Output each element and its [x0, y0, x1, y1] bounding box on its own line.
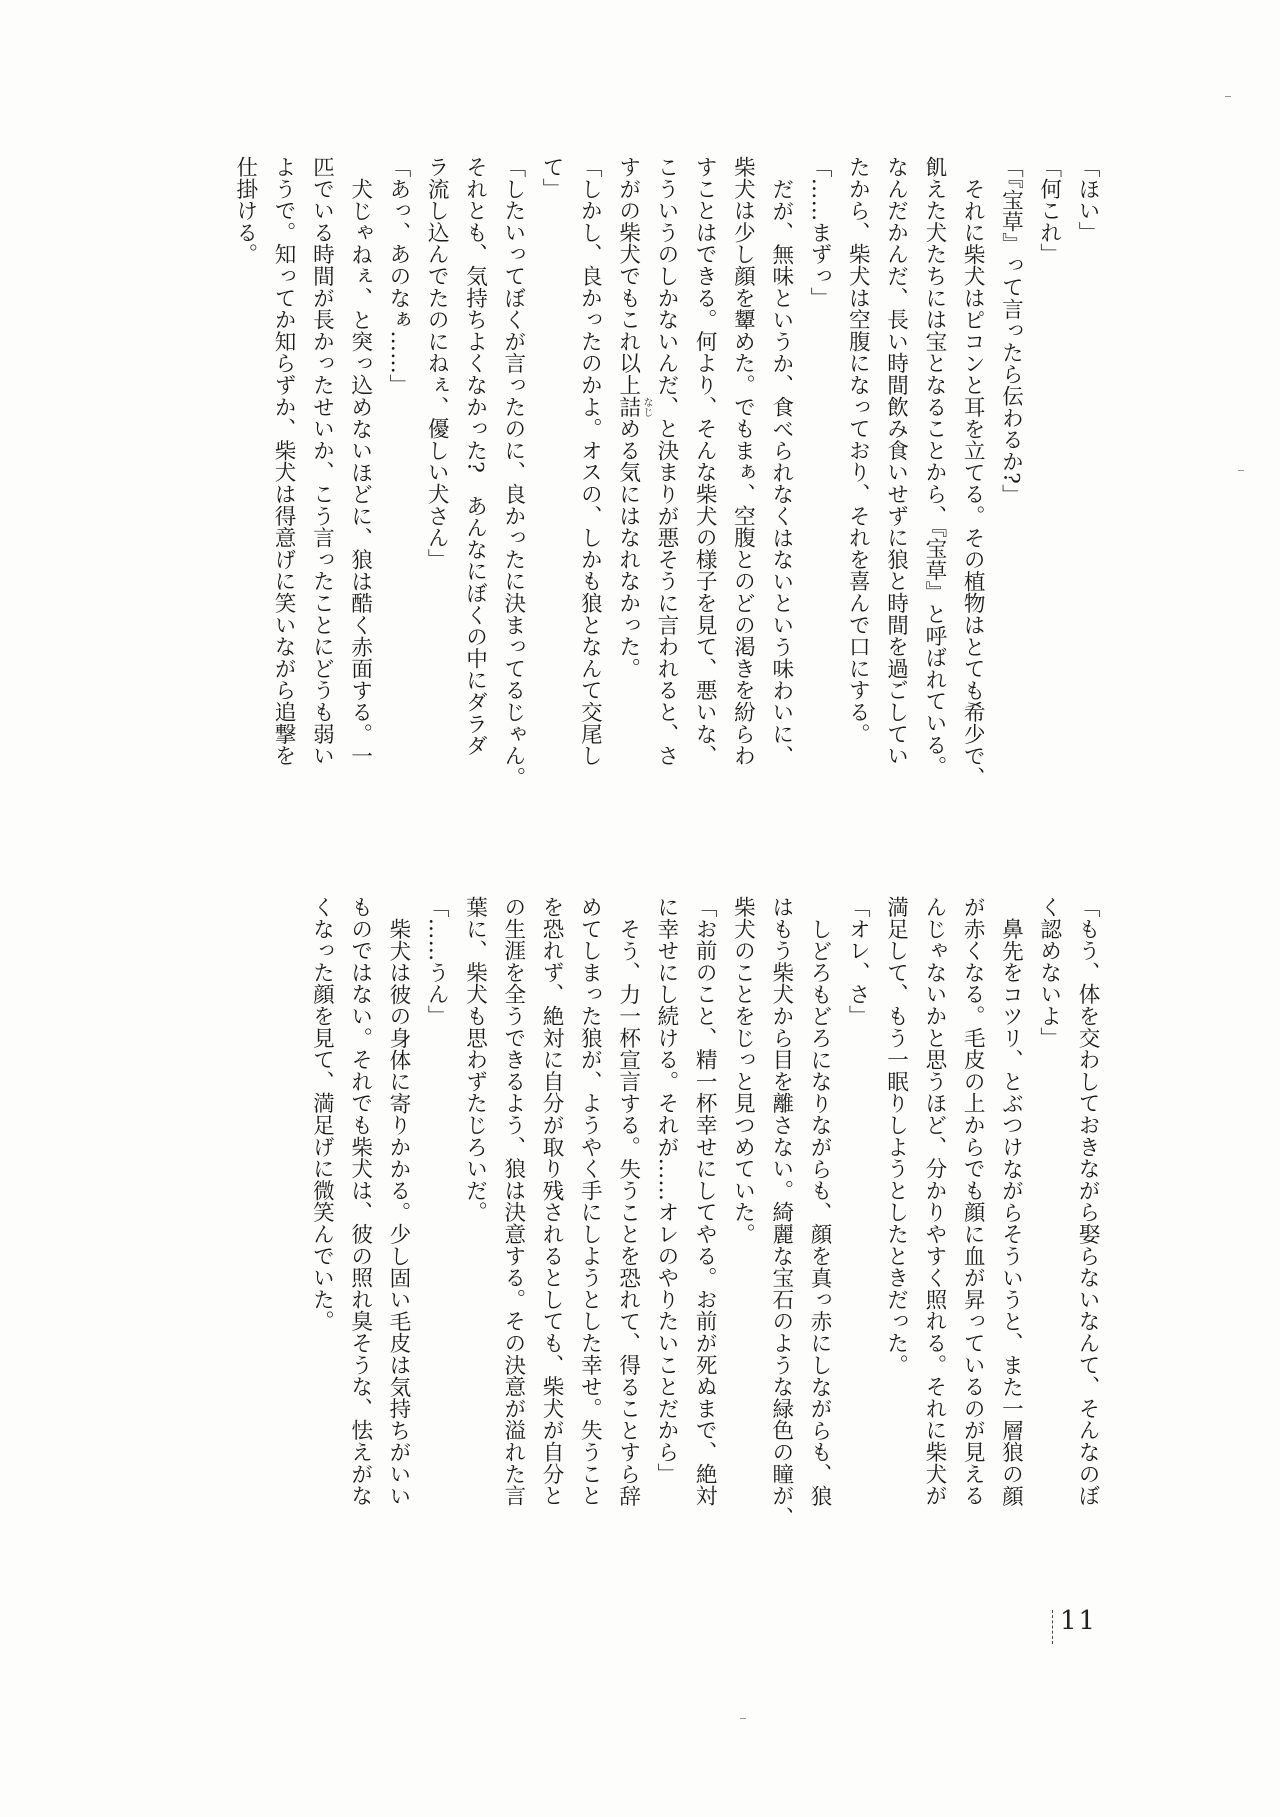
text-line: 「ほい」 — [1075, 156, 1100, 244]
text-line: こういうのしかないんだ、と決まりが悪そうに言われると、さ — [653, 156, 679, 767]
lower-text-block — [294, 896, 1098, 1536]
text-line: に幸せにし続ける。それが……オレのやりたいことだから」 — [653, 896, 679, 1485]
page-number-divider — [1052, 1610, 1054, 1644]
text-line: 「お前のこと、精一杯幸せにしてやる。お前が死ぬまで、絶対 — [692, 896, 718, 1507]
scan-speck — [740, 1718, 746, 1719]
text-line: ラ流し込んでたのにねぇ、優しい犬さん」 — [424, 156, 450, 571]
text-line: 「……うん」 — [424, 896, 450, 1027]
text-line: 「したいってぼくが言ったのに、良かったに決まってるじゃん。 — [500, 156, 526, 789]
text-line: 柴犬は少し顔を顰めた。でもまぁ、空腹とのどの渇きを紛らわ — [730, 156, 756, 767]
text-line: はもう柴犬から目を離さない。綺麗な宝石のような緑色の瞳が、 — [768, 896, 794, 1529]
text-line: すがの柴犬でもこれ以上詰める気にはなれなかった。 — [615, 156, 641, 680]
furigana-ruby: なじ — [641, 397, 652, 417]
text-line: んじゃないかと思うほど、分かりやすく照れる。それに柴犬が — [921, 896, 947, 1507]
text-line: ようで。知ってか知らずか、柴犬は得意げに笑いながら追撃を — [271, 156, 297, 767]
text-line: 匹でいる時間が長かったせいか、こう言ったことにどうも弱い — [309, 156, 335, 767]
text-line: すことはできる。何より、そんな柴犬の様子を見て、悪いな、 — [692, 156, 718, 767]
text-line: 柴犬のことをじっと見つめていた。 — [730, 896, 756, 1245]
text-line: ものではない。それでも柴犬は、彼の照れ臭そうな、怯えがな — [347, 896, 373, 1507]
text-line: なんだかんだ、長い時間飲み食いせずに狼と時間を過ごしてい — [883, 156, 909, 767]
scan-speck — [1238, 470, 1244, 471]
upper-text-block — [218, 156, 1098, 796]
text-line: 「何これ」 — [1036, 156, 1062, 265]
text-line: 飢えた犬たちには宝となることから、『宝草』と呼ばれている。 — [921, 156, 947, 778]
text-line: 犬じゃねぇ、と突っ込めないほどに、狼は酷く赤面する。一 — [347, 177, 373, 767]
text-line: しどろもどろになりながらも、顔を真っ赤にしながらも、狼 — [807, 917, 833, 1507]
text-line: 「……まずっ」 — [807, 156, 833, 309]
text-line: 仕掛ける。 — [232, 156, 258, 265]
text-line: 「あっ、あのなぁ……」 — [385, 156, 411, 396]
text-line: だが、無味というか、食べられなくはないという味わいに、 — [768, 177, 794, 767]
text-line: て」 — [539, 156, 565, 200]
text-line: 「しかし、良かったのかよ。オスの、しかも狼となんて交尾し — [577, 156, 603, 767]
text-line: それとも、気持ちよくなかった? あんなにぼくの中にダラダ — [462, 156, 488, 757]
text-line: そう、力一杯宣言する。失うことを恐れて、得ることすら辞 — [615, 917, 641, 1507]
text-line: 葉に、柴犬も思わずたじろいだ。 — [462, 896, 488, 1223]
text-line: それに柴犬はピコンと耳を立てる。その植物はとても希少で、 — [960, 177, 986, 788]
text-line: を恐れず、絶対に自分が取り残されるとしても、柴犬が自分と — [539, 896, 565, 1507]
text-line: くなった顔を見て、満足げに微笑んでいた。 — [309, 896, 335, 1332]
text-line: 「もう、体を交わしておきながら娶らないなんて、そんなのぼ — [1075, 896, 1100, 1507]
page-number: 11 — [1060, 1606, 1098, 1636]
text-line: たから、柴犬は空腹になっており、それを喜んで口にする。 — [845, 156, 871, 745]
text-line: の生涯を全うできるよう、狼は決意する。その決意が溢れた言 — [500, 896, 526, 1507]
scan-speck — [1225, 96, 1231, 97]
text-line: 「『宝草』って言ったら伝わるか?」 — [998, 156, 1024, 506]
text-line: 満足して、もう一眠りしようとしたときだった。 — [883, 896, 909, 1376]
text-line: 鼻先をコツリ、とぶつけながらそういうと、また一層狼の顔 — [998, 917, 1024, 1507]
text-line: 「オレ、さ」 — [845, 896, 871, 1027]
text-line: 柴犬は彼の身体に寄りかかる。少し固い毛皮は気持ちがいい — [385, 917, 411, 1507]
text-line: めてしまった狼が、ようやく手にしようとした幸せ。失うこと — [577, 896, 603, 1507]
text-line: が赤くなる。毛皮の上からでも顔に血が昇っているのが見える — [960, 896, 986, 1507]
text-line: く認めないよ」 — [1036, 896, 1062, 1049]
